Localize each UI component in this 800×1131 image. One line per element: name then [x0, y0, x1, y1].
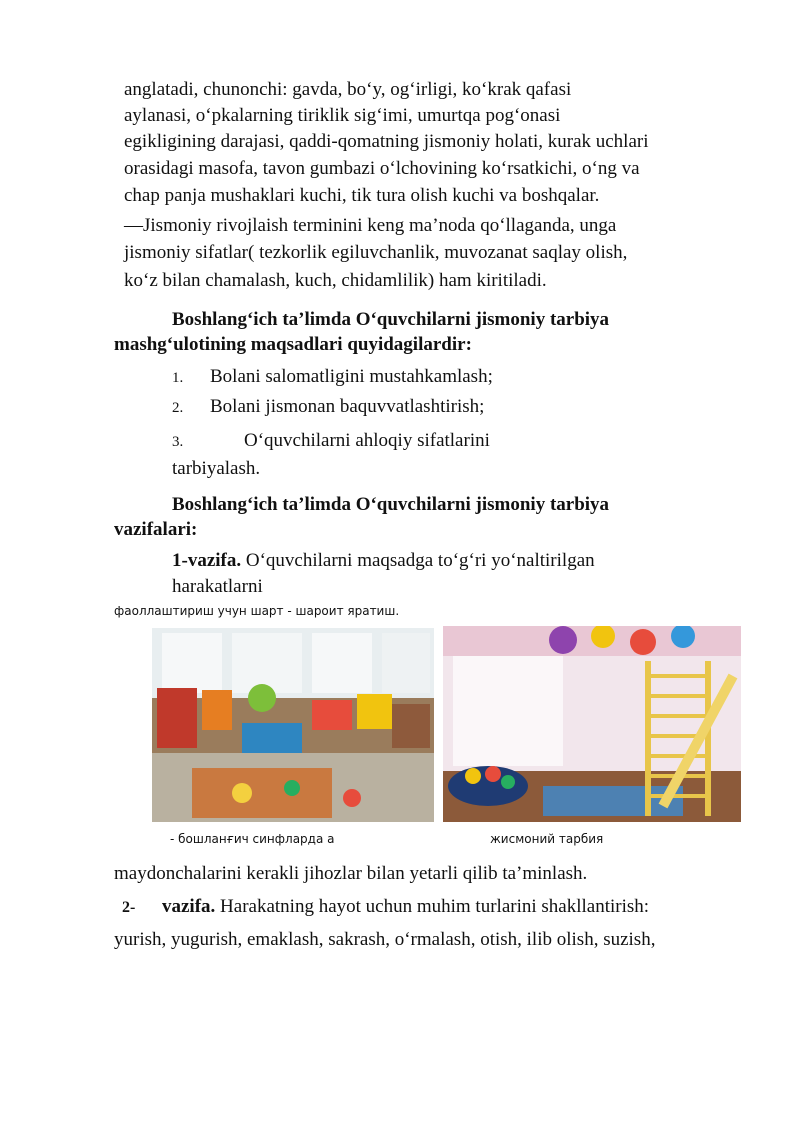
text-line: maydonchalarini kerakli jihozlar bilan yetarli qilib ta’minlash. [114, 863, 588, 884]
gym-room-photo [443, 626, 741, 822]
list-number: 1. [172, 370, 184, 386]
list-item [172, 394, 484, 421]
text-line: anglatadi, chunonchi: gavda, bo‘y, og‘irligi, ko‘krak qafasi [124, 79, 572, 100]
text-line: egikligining darajasi, qaddi-qomatning jismoniy holati, kurak uchlari [124, 131, 649, 152]
list-text: O‘quvchilarni ahloqiy sifatlarini [244, 430, 490, 451]
task-1-cont: harakatlarni [172, 576, 263, 597]
text-line: yurish, yugurish, emaklash, sakrash, o‘rmalash, otish, ilib olish, suzish, [114, 929, 656, 950]
task-2 [122, 894, 649, 921]
task-1 [172, 548, 595, 574]
caption-bottom-left: ‐ бошланғич синфларда а [170, 832, 335, 846]
task-text: O‘quvchilarni maqsadga to‘g‘ri yo‘naltirilgan [241, 550, 595, 571]
text-line: ―Jismoniy rivojlaish terminini keng ma’noda qo‘llaganda, unga [124, 215, 617, 236]
task-label: 1-vazifa. [172, 550, 242, 571]
list-number: 3. [172, 434, 184, 450]
text-line: jismoniy sifatlar( tezkorlik egiluvchanlik, muvozanat saqlay olish, [124, 242, 628, 263]
list-item-cont: tarbiyalash. [172, 458, 261, 479]
task-number: 2- [122, 899, 136, 916]
task-label: vazifa. [162, 896, 216, 917]
list-text: Bolani jismonan baquvvatlashtirish; [210, 396, 485, 417]
task-text: Harakatning hayot uchun muhim turlarini shakllantirish: [215, 896, 650, 917]
section-heading: Boshlang‘ich ta’limda O‘quvchilarni jismoniy tarbiya [172, 309, 610, 330]
text-line: aylanasi, o‘pkalarning tiriklik sig‘imi, umurtqa pog‘onasi [124, 105, 561, 126]
caption-bottom-right: жисмоний тарбия [490, 832, 604, 846]
list-item [172, 364, 493, 391]
classroom-photo [152, 628, 434, 822]
list-text: Bolani salomatligini mustahkamlash; [210, 366, 493, 387]
caption-top: фаоллаштириш учун шарт ‐ шароит яратиш. [114, 604, 400, 618]
section-heading: Boshlang‘ich ta’limda O‘quvchilarni jismoniy tarbiya [172, 494, 610, 515]
section-heading-cont: vazifalari: [114, 519, 198, 540]
list-number: 2. [172, 400, 184, 416]
text-line: ko‘z bilan chamalash, kuch, chidamlilik) ham kiritiladi. [124, 270, 547, 291]
section-heading-cont: mashg‘ulotining maqsadlari quyidagilardir: [114, 334, 472, 355]
text-line: chap panja mushaklari kuchi, tik tura olish kuchi va boshqalar. [124, 185, 600, 206]
text-line: orasidagi masofa, tavon gumbazi o‘lchovining ko‘rsatkichi, o‘ng va [124, 158, 640, 179]
list-item [172, 428, 490, 455]
